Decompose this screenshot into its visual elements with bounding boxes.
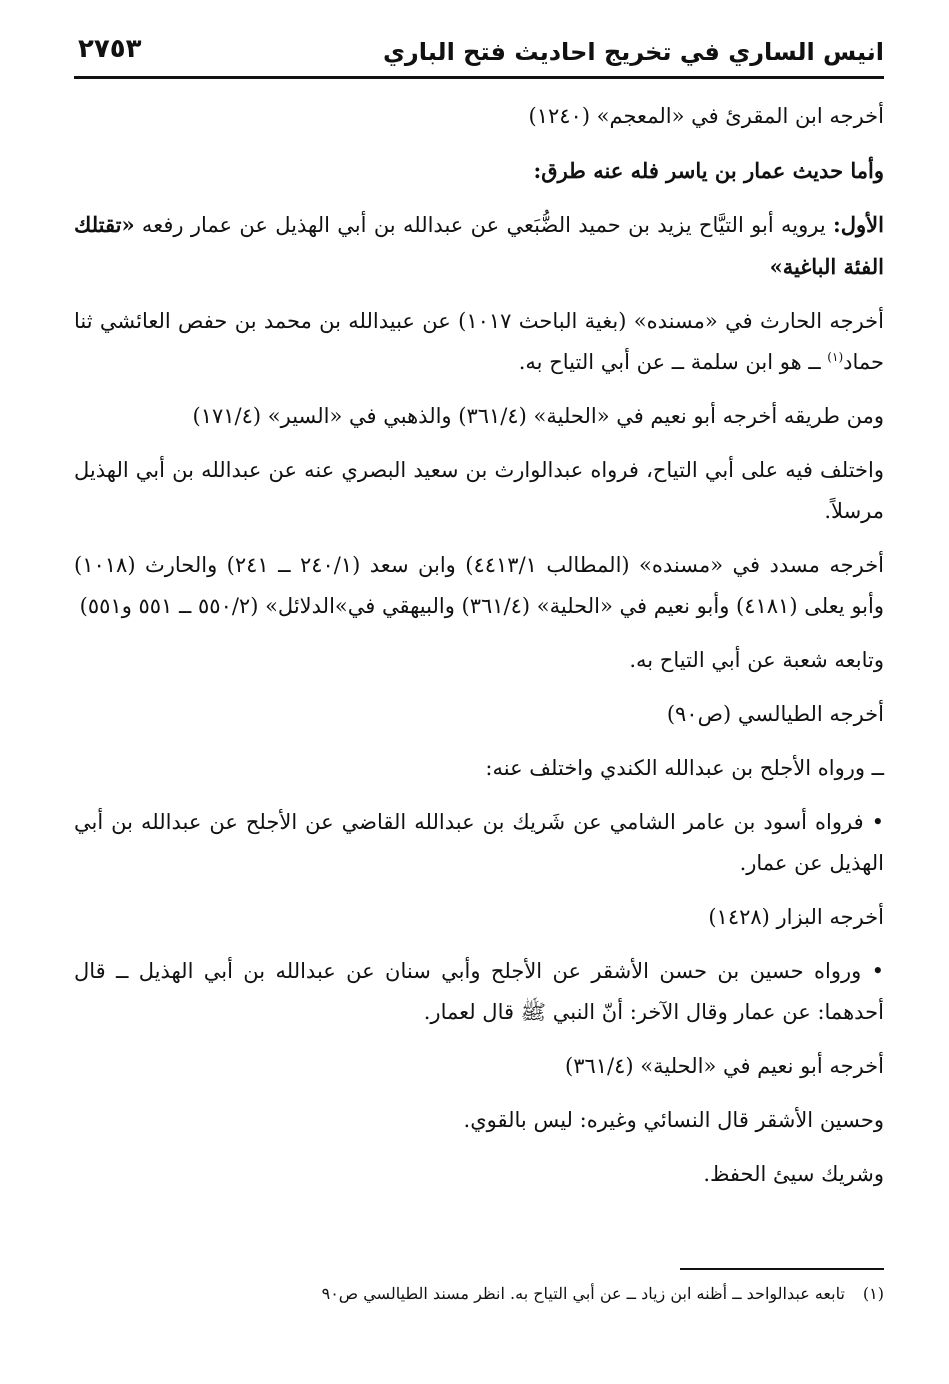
paragraph-lead: الأول: (833, 212, 884, 237)
running-title: انيس الساري في تخريج احاديث فتح الباري (382, 38, 884, 66)
paragraph-text: يرويه أبو التيَّاح يزيد بن حميد الضُّبَعي عن عبدالله بن أبي الهذيل عن عمار رفعه (134, 213, 834, 237)
bullet-paragraph: • فرواه أسود بن عامر الشامي عن شَريك بن عبدالله القاضي عن الأجلح عن عبدالله بن أبي الهذيل عن عمار. (74, 810, 884, 875)
paragraph: وتابعه شعبة عن أبي التياح به. (629, 648, 884, 672)
page-header (74, 26, 884, 79)
paragraph-text: أخرجه الحارث في «مسنده» (بغية الباحث ١٠١٧) عن عبيدالله بن محمد بن حفص العائشي ثنا حماد (74, 309, 884, 374)
paragraph (74, 301, 884, 383)
hadith-quote: «تقتلك الفئة الباغية» (74, 212, 884, 279)
footnote-number: (١) (862, 1284, 884, 1303)
footnote-reference[interactable]: (١) (827, 350, 844, 364)
paragraph: أخرجه البزار (١٤٢٨) (708, 905, 884, 929)
paragraph: وشريك سيئ الحفظ. (703, 1162, 884, 1186)
section-heading: وأما حديث عمار بن ياسر فله عنه طرق: (533, 158, 884, 183)
paragraph: وحسين الأشقر قال النسائي وغيره: ليس بالقوي. (463, 1108, 884, 1132)
footnote-text: تابعه عبدالواحد ــ أظنه ابن زياد ــ عن أبي التياح به. انظر مسند الطيالسي ص٩٠ (321, 1284, 845, 1303)
footnote-divider (680, 1268, 884, 1270)
paragraph-text: ــ هو ابن سلمة ــ عن أبي التياح به. (518, 350, 828, 374)
paragraph: أخرجه أبو نعيم في «الحلية» (٣٦١/٤) (564, 1054, 884, 1078)
main-text (74, 96, 884, 1208)
page-number: ٢٧٥٣ (78, 34, 142, 64)
paragraph: ــ ورواه الأجلح بن عبدالله الكندي واختلف عنه: (485, 756, 884, 780)
paragraph: واختلف فيه على أبي التياح، فرواه عبدالوارث بن سعيد البصري عنه عن عبدالله بن أبي الهذيل مرسلاً. (74, 458, 884, 523)
paragraph: ومن طريقه أخرجه أبو نعيم في «الحلية» (٣٦١/٤) والذهبي في «السير» (١٧١/٤) (192, 404, 884, 428)
paragraph: أخرجه الطيالسي (ص٩٠) (666, 702, 884, 726)
bullet-paragraph: • ورواه حسين بن حسن الأشقر عن الأجلح وأبي سنان عن عبدالله بن أبي الهذيل ــ قال أحدهما: عن عمار وقال الآخر: أنّ النبي ﷺ قال لعمار. (74, 959, 884, 1024)
footnote (250, 1280, 884, 1308)
paragraph (74, 204, 884, 288)
paragraph: أخرجه مسدد في «مسنده» (المطالب ٤٤١٣/١) وابن سعد (٢٤٠/١ ــ ٢٤١) والحارث (١٠١٨) وأبو يعلى (٤١٨١) وأبو نعيم في «الحلية» (٣٦١/٤) والبيهقي في»الدلائل» (٥٥٠/٢ ــ ٥٥١ و٥٥١) (74, 553, 885, 618)
paragraph: أخرجه ابن المقرئ في «المعجم» (١٢٤٠) (528, 104, 884, 128)
